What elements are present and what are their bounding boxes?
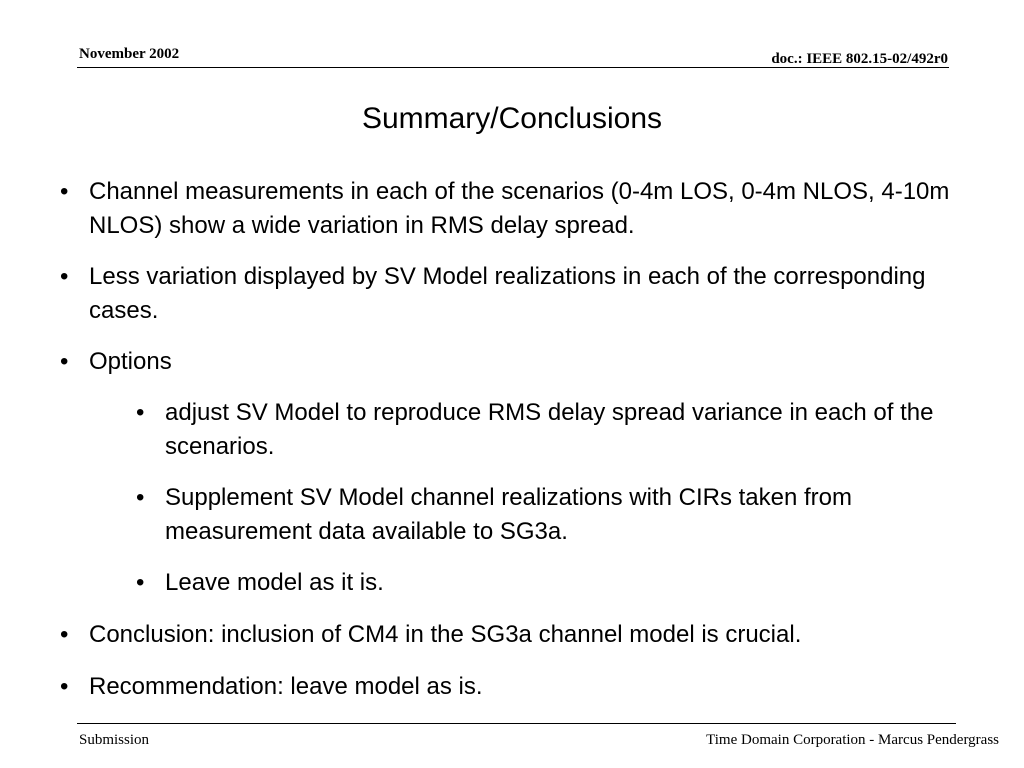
bullet-text: Recommendation: leave model as is. [89,673,483,700]
bullet-text: Supplement SV Model channel realizations with CIRs taken from measurement data available to SG3a. [165,484,852,545]
bullet-icon: • [136,399,145,426]
bullet-item [60,618,969,652]
bullet-icon: • [60,263,69,290]
slide-title: Summary/Conclusions [361,102,663,135]
bullet-icon: • [136,484,145,511]
bullet-icon: • [60,348,69,375]
bullet-item [60,670,969,704]
bullet-text: adjust SV Model to reproduce RMS delay spread variance in each of the scenarios. [165,399,934,460]
sub-bullet-item [136,566,965,600]
bullet-text: Options [89,348,172,375]
footer-divider [77,723,956,724]
sub-bullet-item [136,396,965,464]
footer-author: Time Domain Corporation - Marcus Pendergrass [706,732,999,748]
footer-submission: Submission [79,732,150,748]
bullet-text: Less variation displayed by SV Model realizations in each of the corresponding cases. [89,263,926,324]
bullet-item [60,345,969,379]
bullet-icon: • [60,673,69,700]
bullet-icon: • [60,621,69,648]
bullet-icon: • [136,569,145,596]
header-doc-id: doc.: IEEE 802.15-02/492r0 [771,51,948,67]
bullet-item [60,260,969,328]
bullet-text: Conclusion: inclusion of CM4 in the SG3a channel model is crucial. [89,621,802,648]
bullet-item [60,175,969,243]
header-date: November 2002 [79,46,180,62]
bullet-text: Channel measurements in each of the scenarios (0-4m LOS, 0-4m NLOS, 4-10m NLOS) show a wide variation in RMS delay spread. [89,178,950,239]
sub-bullet-item [136,481,965,549]
bullet-icon: • [60,178,69,205]
bullet-text: Leave model as it is. [165,569,384,596]
